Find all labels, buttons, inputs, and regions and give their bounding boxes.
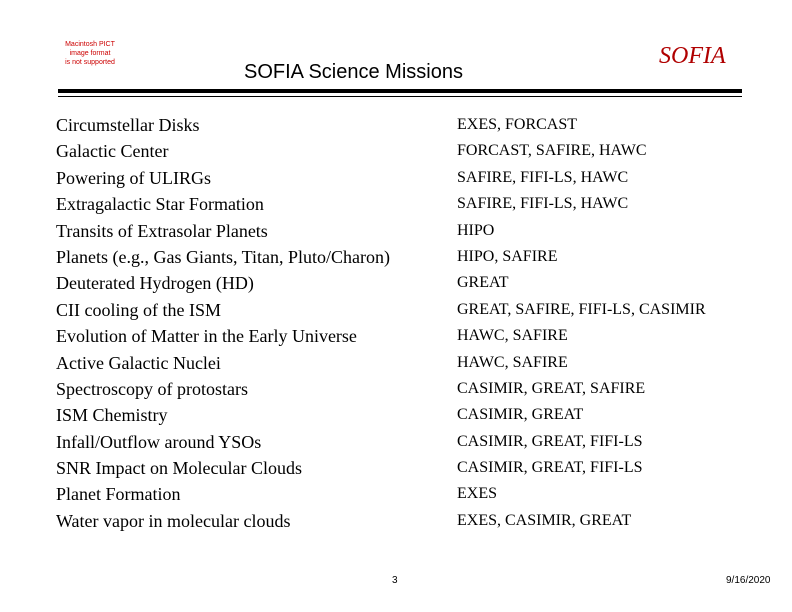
- mission-instruments: EXES, FORCAST: [457, 116, 578, 133]
- mission-instruments: EXES, CASIMIR, GREAT: [457, 511, 632, 529]
- mission-topic: Active Galactic Nuclei: [56, 352, 221, 373]
- mission-topic: Evolution of Matter in the Early Universe: [56, 326, 357, 347]
- mission-instruments: CASIMIR, GREAT, SAFIRE: [457, 379, 646, 397]
- mission-instruments-list: [457, 112, 706, 534]
- page-title: SOFIA Science Missions: [244, 61, 463, 83]
- header-divider-thin: [58, 96, 742, 97]
- mission-topic: Water vapor in molecular clouds: [56, 510, 291, 531]
- mission-topic: Deuterated Hydrogen (HD): [56, 273, 254, 294]
- mission-instruments: SAFIRE, FIFI-LS, HAWC: [457, 195, 629, 213]
- mission-topic: Galactic Center: [56, 141, 169, 162]
- mission-topic: Planet Formation: [56, 484, 181, 505]
- mission-topic: Planets (e.g., Gas Giants, Titan, Pluto/Charon): [56, 246, 390, 267]
- mission-topic: CII cooling of the ISM: [56, 299, 221, 320]
- mission-instruments: FORCAST, SAFIRE, HAWC: [457, 142, 647, 160]
- mission-topic: Powering of ULIRGs: [56, 167, 211, 188]
- mission-instruments: GREAT: [457, 274, 509, 292]
- mission-topic: SNR Impact on Molecular Clouds: [56, 458, 302, 479]
- placeholder-line-2: image format: [69, 50, 111, 57]
- mission-instruments: CASIMIR, GREAT, FIFI-LS: [457, 432, 643, 450]
- mission-instruments: CASIMIR, GREAT, FIFI-LS: [457, 459, 643, 477]
- mission-instruments: CASIMIR, GREAT: [457, 406, 584, 424]
- mission-topic: Spectroscopy of protostars: [56, 378, 248, 399]
- mission-instruments: HIPO, SAFIRE: [457, 247, 558, 265]
- mission-topic: Infall/Outflow around YSOs: [56, 431, 262, 452]
- mission-topic: ISM Chemistry: [56, 405, 168, 426]
- mission-instruments: HIPO: [457, 221, 495, 239]
- page-number: 3: [392, 575, 398, 586]
- mission-instruments: HAWC, SAFIRE: [457, 327, 568, 345]
- mission-topic: Transits of Extrasolar Planets: [56, 220, 268, 241]
- placeholder-line-1: Macintosh PICT: [65, 41, 115, 48]
- footer-date: 9/16/2020: [726, 575, 771, 586]
- mission-instruments: HAWC, SAFIRE: [457, 353, 568, 371]
- mission-topics-list: [56, 112, 390, 534]
- unsupported-image-placeholder: [57, 40, 123, 74]
- mission-topic: Circumstellar Disks: [56, 115, 200, 135]
- mission-instruments: SAFIRE, FIFI-LS, HAWC: [457, 168, 629, 186]
- mission-topic: Extragalactic Star Formation: [56, 194, 264, 215]
- brand-logo-text: SOFIA: [659, 43, 726, 69]
- mission-instruments: GREAT, SAFIRE, FIFI-LS, CASIMIR: [457, 300, 706, 318]
- placeholder-line-3: is not supported: [65, 59, 115, 66]
- mission-instruments: EXES: [457, 485, 497, 503]
- header-divider: [58, 89, 742, 93]
